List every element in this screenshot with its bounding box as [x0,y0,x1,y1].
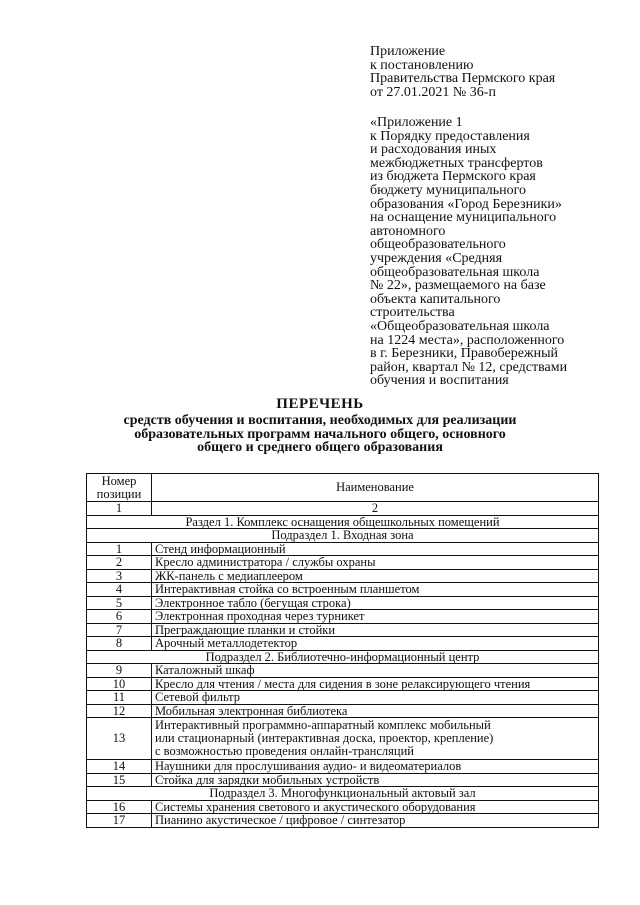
annex-1-line: учреждения «Средняя [370,250,503,266]
row-name-line: Интерактивный программно-аппаратный комплекс мобильный [155,718,491,732]
table-row [87,623,599,637]
annex-1-line: обучения и воспитания [370,373,509,389]
row-name: Пианино акустическое / цифровое / синтезатор [152,814,599,828]
header-position-number [87,474,152,502]
annex-header-line: к постановлению [370,57,474,73]
annex-1-line: из бюджета Пермского края [370,169,536,185]
table-row [87,691,599,705]
row-name: Стенд информационный [152,542,599,556]
table-row [87,610,599,624]
row-number: 7 [87,623,152,637]
row-number: 5 [87,596,152,610]
annex-1-line: «Общеобразовательная школа [370,318,550,334]
annex-1-line: бюджету муниципального [370,182,527,198]
annex-1-line: образования «Город Березники» [370,196,562,212]
items-table [86,473,599,828]
table-row [87,718,599,760]
row-name: Электронное табло (бегущая строка) [152,596,599,610]
annex-1-header [370,116,567,388]
table-row [87,569,599,583]
annex-header-line: Приложение [370,44,446,59]
table-row [87,677,599,691]
annex-1-line: и расходования иных [370,142,497,158]
subsection-title: Подраздел 2. Библиотечно-информационный центр [87,650,599,664]
annex-1-line: в г. Березники, Правобережный [370,346,558,362]
row-number: 1 [87,542,152,556]
annex-1-line: автономного [370,223,446,239]
annex-1-line: общеобразовательного [370,237,506,253]
table-row [87,556,599,570]
table-row [87,704,599,718]
row-name-line: с возможностью проведения онлайн-трансляций [155,744,414,758]
header-name: Наименование [152,474,599,502]
row-name: Наушники для прослушивания аудио- и видеоматериалов [152,760,599,774]
row-number: 2 [87,556,152,570]
row-number: 6 [87,610,152,624]
row-name [152,718,599,760]
table-row [87,583,599,597]
subtitle-line: средств обучения и воспитания, необходимых для реализации [123,413,517,428]
section-row [87,515,599,529]
annex-header [370,45,555,99]
annex-1-line: общеобразовательная школа [370,264,540,280]
column-number: 1 [87,502,152,516]
row-number: 3 [87,569,152,583]
row-name: Сетевой фильтр [152,691,599,705]
row-name: Интерактивная стойка со встроенным планшетом [152,583,599,597]
table-row [87,800,599,814]
row-name: Каталожный шкаф [152,664,599,678]
annex-header-line: Правительства Пермского края [370,71,556,87]
subsection-title: Подраздел 3. Многофункциональный актовый зал [87,787,599,801]
annex-1-line: № 22», размещаемого на базе [370,278,546,294]
document-title: ПЕРЕЧЕНЬ [276,396,364,412]
annex-header-line: от 27.01.2021 № 36-п [370,84,496,100]
column-numbers-row [87,502,599,516]
row-name: Кресло для чтения / места для сидения в зоне релаксирующего чтения [152,677,599,691]
row-name-line: или стационарный (интерактивная доска, проектор, крепление) [155,731,494,745]
row-name: Кресло администратора / службы охраны [152,556,599,570]
table-row [87,596,599,610]
annex-1-line: на 1224 места», расположенного [370,332,565,348]
subsection-row [87,787,599,801]
row-number: 16 [87,800,152,814]
annex-1-line: межбюджетных трансфертов [370,155,543,171]
row-number: 12 [87,704,152,718]
column-number: 2 [152,502,599,516]
row-name: Мобильная электронная библиотека [152,704,599,718]
table-row [87,773,599,787]
row-number: 9 [87,664,152,678]
table-row [87,760,599,774]
subsection-title: Подраздел 1. Входная зона [87,529,599,543]
subsection-row [87,650,599,664]
table-row [87,814,599,828]
row-name: Электронная проходная через турникет [152,610,599,624]
row-number: 17 [87,814,152,828]
document-subtitle [100,414,540,455]
annex-1-line: район, квартал № 12, средствами [370,359,568,375]
table-row [87,664,599,678]
row-name: Стойка для зарядки мобильных устройств [152,773,599,787]
table-row [87,542,599,556]
row-number: 15 [87,773,152,787]
row-number: 14 [87,760,152,774]
table-row [87,637,599,651]
row-number: 13 [87,718,152,760]
annex-1-line: на оснащение муниципального [370,210,557,226]
subtitle-line: общего и среднего общего образования [197,440,443,456]
table-header-row [87,474,599,502]
annex-1-line: «Приложение 1 [370,115,463,130]
annex-1-line: к Порядку предоставления [370,128,530,144]
row-number: 8 [87,637,152,651]
section-title: Раздел 1. Комплекс оснащения общешкольных помещений [87,515,599,529]
row-name: Системы хранения светового и акустического оборудования [152,800,599,814]
row-number: 11 [87,691,152,705]
subtitle-line: образовательных программ начального общего, основного [134,426,506,442]
header-position-line: Номер [101,474,137,488]
annex-1-line: объекта капитального [370,291,501,307]
row-name: Арочный металлодетектор [152,637,599,651]
row-number: 10 [87,677,152,691]
row-name: Преграждающие планки и стойки [152,623,599,637]
subsection-row [87,529,599,543]
row-number: 4 [87,583,152,597]
header-position-line: позиции [96,486,142,501]
row-name: ЖК-панель с медиаплеером [152,569,599,583]
annex-1-line: строительства [370,305,455,321]
